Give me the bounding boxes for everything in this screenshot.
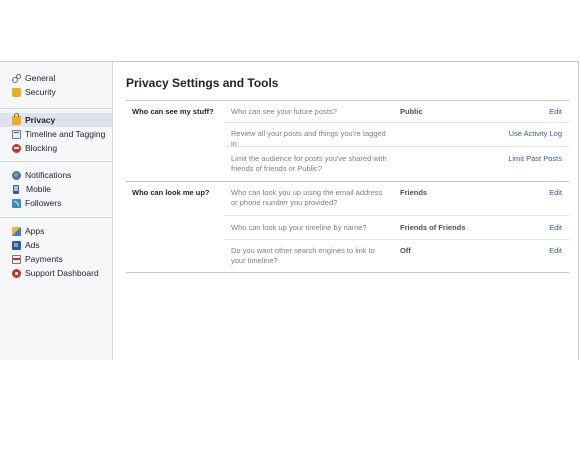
sidebar-item-timeline-and-tagging[interactable] bbox=[0, 127, 112, 141]
sidebar-item-security[interactable] bbox=[0, 85, 112, 99]
setting-value: Friends of Friends bbox=[400, 223, 466, 232]
sidebar-item-label: Ads bbox=[25, 240, 40, 250]
sidebar-item-label: Followers bbox=[25, 198, 62, 208]
setting-row-future-posts bbox=[224, 101, 569, 123]
setting-value: Friends bbox=[400, 188, 428, 197]
gear-icon bbox=[12, 74, 21, 83]
timeline-icon bbox=[12, 130, 21, 139]
sidebar-item-general[interactable] bbox=[0, 71, 112, 85]
setting-question: Who can look up your timeline by name? bbox=[231, 223, 367, 232]
edit-link[interactable]: Edit bbox=[549, 223, 562, 232]
section-who-can-see-my-stuff bbox=[126, 101, 569, 182]
sidebar-item-label: Timeline and Tagging bbox=[25, 129, 106, 139]
setting-value: Off bbox=[400, 246, 411, 255]
use-activity-log-link[interactable]: Use Activity Log bbox=[508, 129, 562, 138]
ads-icon bbox=[12, 241, 21, 250]
sidebar-group-privacy bbox=[0, 108, 112, 161]
setting-row-limit-audience bbox=[224, 147, 569, 181]
setting-row-lookup-name bbox=[224, 216, 569, 240]
globe-icon bbox=[12, 171, 21, 180]
sidebar-item-label: Mobile bbox=[26, 184, 52, 194]
section-label: Who can see my stuff? bbox=[132, 107, 214, 116]
sidebar-item-payments[interactable] bbox=[0, 252, 112, 266]
sidebar-item-label: Security bbox=[25, 87, 56, 97]
sidebar-item-apps[interactable] bbox=[0, 224, 112, 238]
setting-question: Who can look you up using the email address or phone number you provided? bbox=[231, 188, 383, 207]
sidebar-item-followers[interactable] bbox=[0, 196, 112, 210]
support-icon bbox=[12, 269, 21, 278]
setting-question: Limit the audience for posts you've shared with friends of friends or Public? bbox=[231, 154, 387, 173]
privacy-settings-table bbox=[126, 100, 569, 273]
sidebar-item-blocking[interactable] bbox=[0, 141, 112, 155]
payments-icon bbox=[12, 255, 21, 264]
lock-icon bbox=[12, 116, 21, 125]
sidebar-group-apps bbox=[0, 217, 112, 280]
sidebar-group-account bbox=[0, 62, 112, 108]
limit-past-posts-link[interactable]: Limit Past Posts bbox=[508, 154, 562, 163]
edit-link[interactable]: Edit bbox=[549, 246, 562, 255]
settings-sidebar bbox=[0, 62, 113, 360]
setting-row-review-posts bbox=[224, 123, 569, 147]
sidebar-item-privacy[interactable] bbox=[0, 113, 112, 127]
edit-link[interactable]: Edit bbox=[549, 107, 562, 116]
sidebar-item-support-dashboard[interactable] bbox=[0, 266, 112, 280]
edit-link[interactable]: Edit bbox=[549, 188, 562, 197]
settings-window bbox=[0, 61, 579, 360]
apps-icon bbox=[12, 227, 21, 236]
mobile-icon bbox=[13, 185, 19, 194]
setting-row-search-engines bbox=[224, 240, 569, 272]
sidebar-item-label: Apps bbox=[25, 226, 45, 236]
setting-question: Do you want other search engines to link to your timeline? bbox=[231, 246, 375, 265]
page-title: Privacy Settings and Tools bbox=[126, 76, 279, 90]
setting-question: Review all your posts and things you're tagged in bbox=[231, 129, 386, 148]
sidebar-item-label: Support Dashboard bbox=[25, 268, 99, 278]
sidebar-item-mobile[interactable] bbox=[0, 182, 112, 196]
sidebar-item-label: Payments bbox=[25, 254, 63, 264]
sidebar-item-label: Blocking bbox=[25, 143, 58, 153]
sidebar-group-notifications bbox=[0, 161, 112, 217]
section-label: Who can look me up? bbox=[132, 188, 210, 197]
security-badge-icon bbox=[12, 88, 21, 97]
sidebar-item-label: Privacy bbox=[25, 115, 56, 125]
sidebar-item-label: General bbox=[25, 73, 56, 83]
setting-question: Who can see your future posts? bbox=[231, 107, 337, 116]
rss-icon bbox=[12, 199, 21, 208]
block-icon bbox=[12, 144, 21, 153]
section-who-can-look-me-up bbox=[126, 182, 569, 273]
sidebar-item-ads[interactable] bbox=[0, 238, 112, 252]
setting-value: Public bbox=[400, 107, 423, 116]
sidebar-item-label: Notifications bbox=[25, 170, 72, 180]
sidebar-item-notifications[interactable] bbox=[0, 168, 112, 182]
setting-row-lookup-email bbox=[224, 182, 569, 216]
